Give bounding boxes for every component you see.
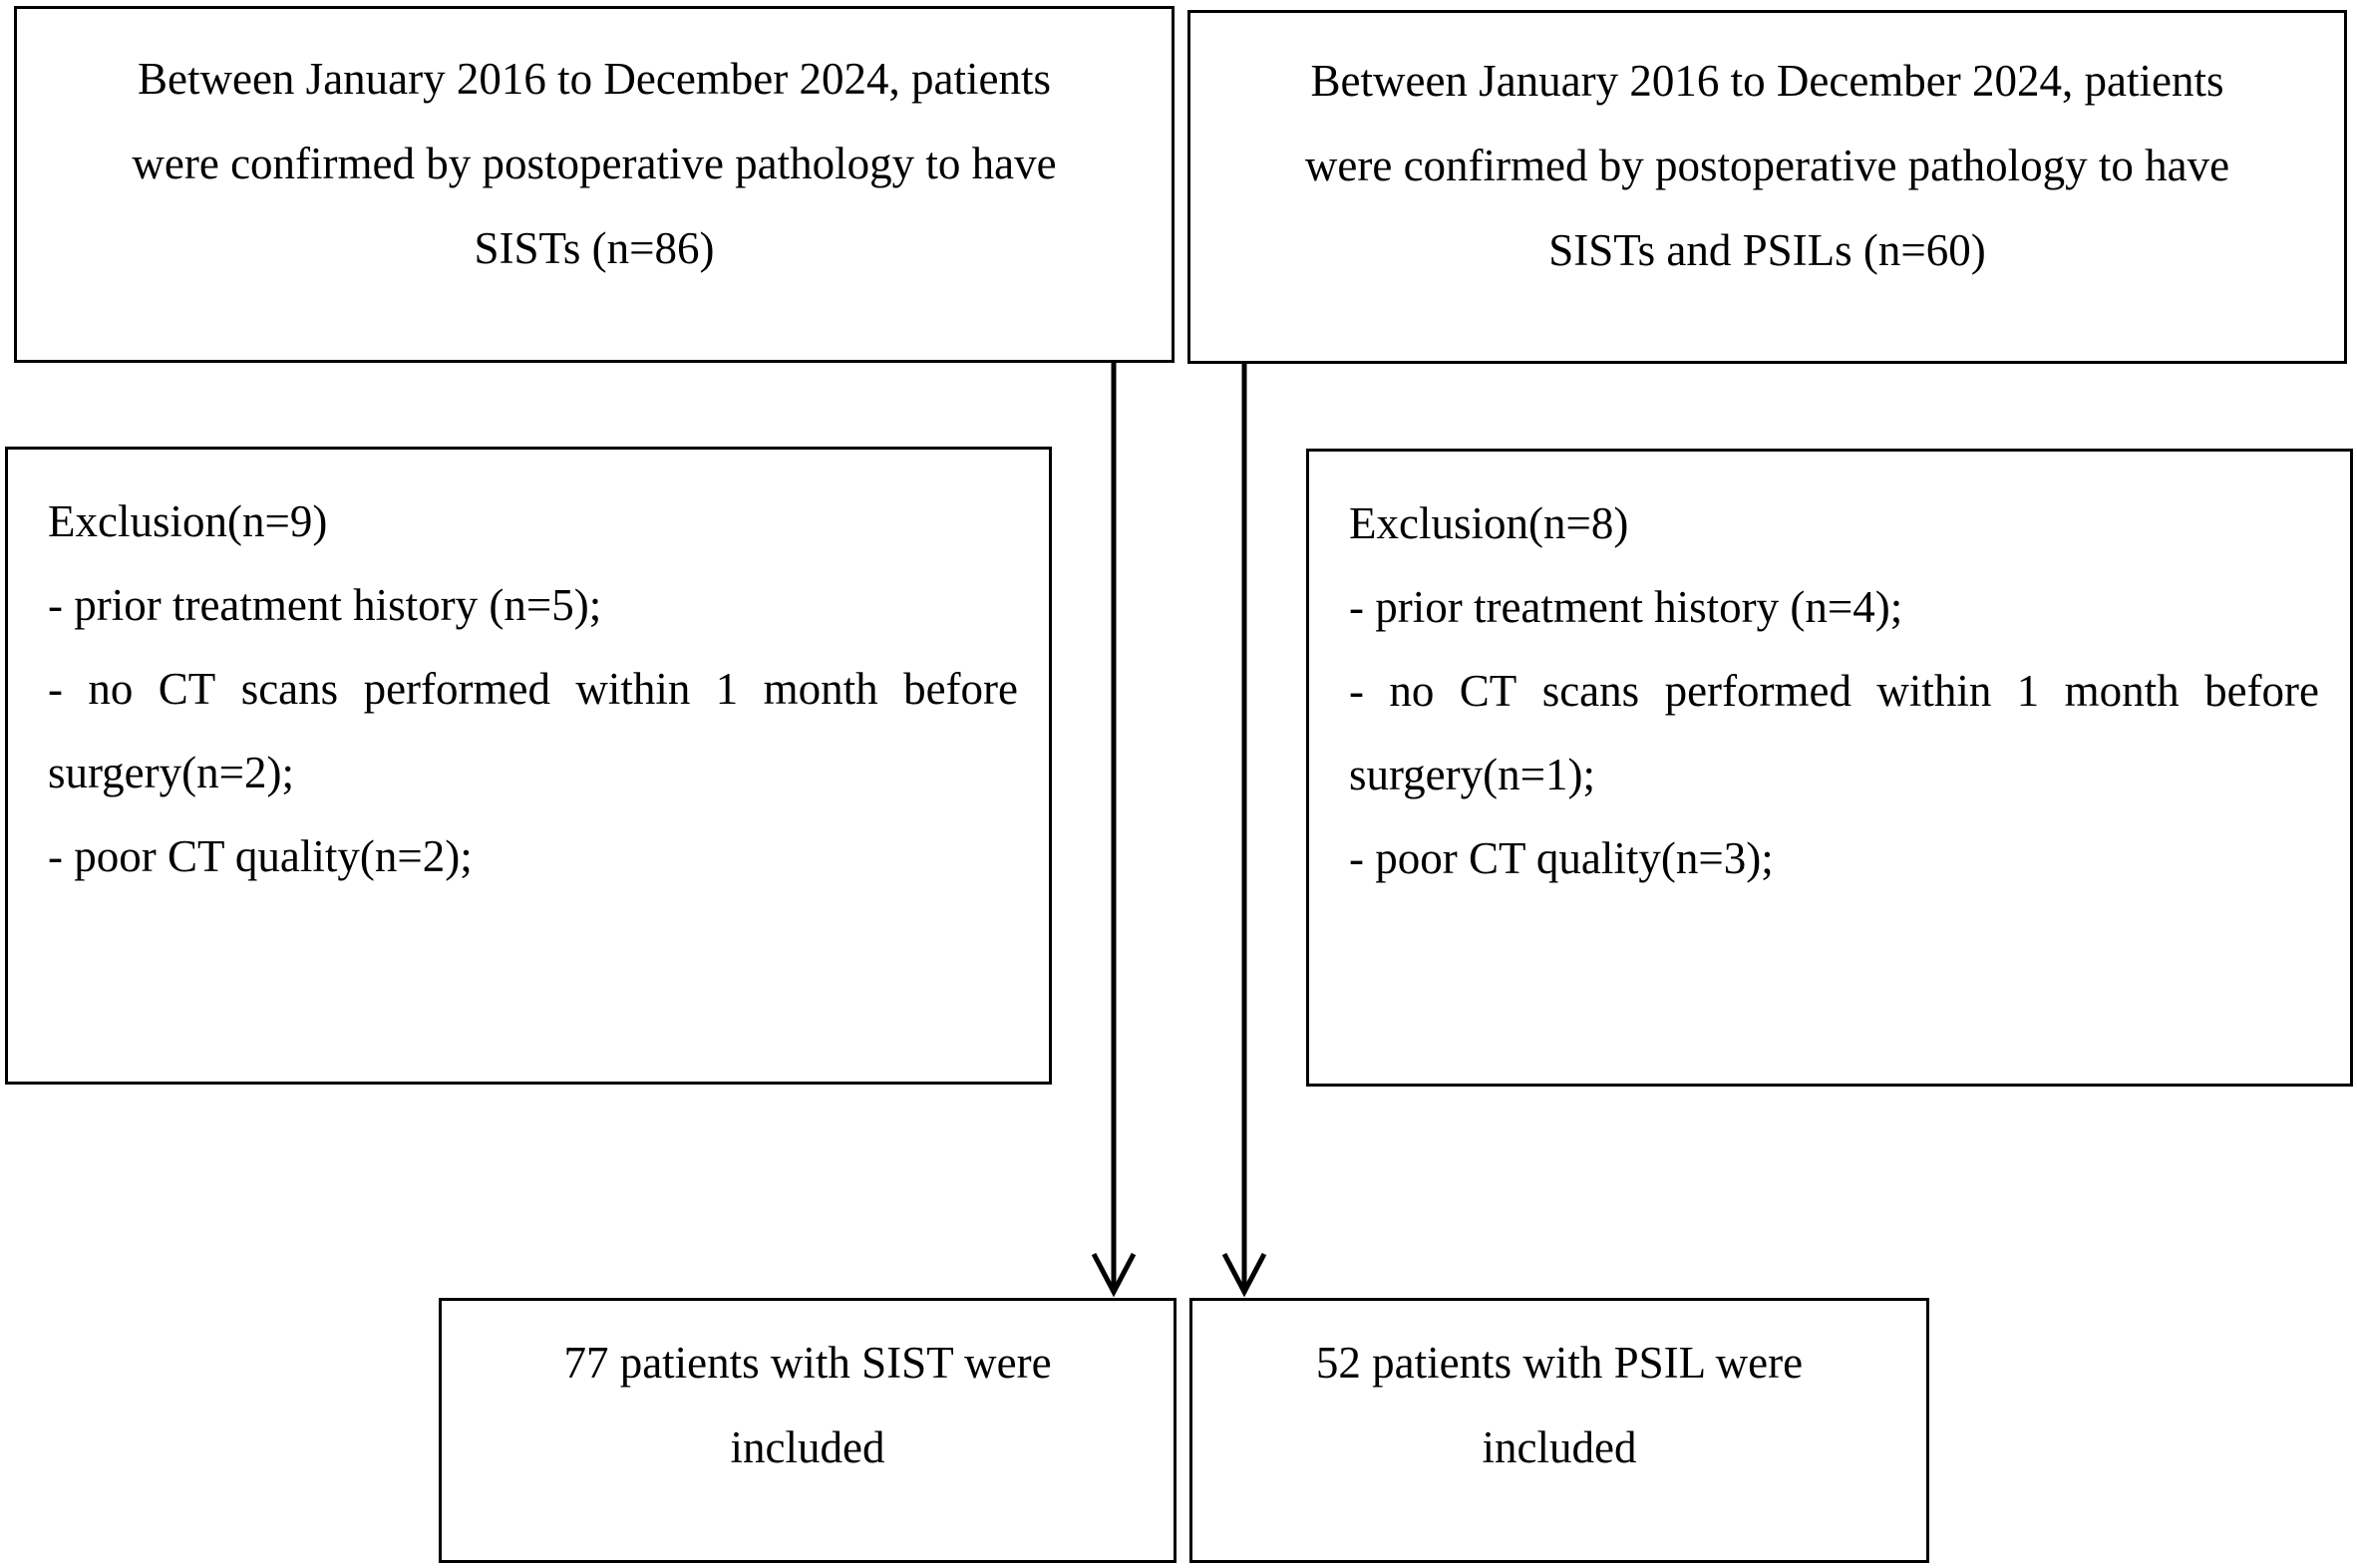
exclusion-box-left bbox=[5, 447, 1052, 1085]
source-line-3: SISTs (n=86) bbox=[474, 223, 715, 273]
source-box-sist bbox=[14, 6, 1175, 363]
exclusion-box-left-text bbox=[48, 479, 1018, 898]
exclusion-box-right bbox=[1306, 449, 2353, 1087]
result-box-psil-text bbox=[1192, 1321, 1926, 1490]
source-box-sist-text bbox=[17, 37, 1172, 291]
word: 1 bbox=[715, 664, 739, 714]
word: - bbox=[1349, 666, 1364, 716]
word: no bbox=[1389, 666, 1435, 716]
word: month bbox=[763, 664, 878, 714]
word: performed bbox=[1664, 666, 1852, 716]
word: before bbox=[2204, 666, 2319, 716]
exclusion-item-poor-ct: - poor CT quality(n=3); bbox=[1349, 833, 1774, 883]
exclusion-box-right-text bbox=[1349, 481, 2319, 900]
word: no bbox=[88, 664, 134, 714]
exclusion-item-no-ct bbox=[1349, 649, 2319, 734]
source-line-2: were confirmed by postoperative pathology to have bbox=[1304, 141, 2230, 190]
word: performed bbox=[363, 664, 550, 714]
source-box-sist-psil-text bbox=[1190, 39, 2344, 293]
word: 1 bbox=[2016, 666, 2040, 716]
exclusion-heading: Exclusion(n=9) bbox=[48, 496, 328, 546]
exclusion-item-no-ct bbox=[48, 647, 1018, 732]
exclusion-item-prior-treatment: - prior treatment history (n=5); bbox=[48, 580, 602, 630]
word: scans bbox=[1541, 666, 1640, 716]
exclusion-item-no-ct-cont: surgery(n=2); bbox=[48, 748, 294, 797]
arrow-left bbox=[1094, 363, 1134, 1292]
source-line-2: were confirmed by postoperative pathology to have bbox=[132, 139, 1057, 188]
word: within bbox=[1876, 666, 1992, 716]
word: month bbox=[2064, 666, 2180, 716]
result-line-1: 52 patients with PSIL were bbox=[1315, 1338, 1804, 1388]
word: CT bbox=[158, 664, 216, 714]
source-box-sist-psil bbox=[1187, 10, 2347, 364]
word: CT bbox=[1459, 666, 1517, 716]
source-line-1: Between January 2016 to December 2024, patients bbox=[1310, 56, 2224, 106]
arrow-right bbox=[1224, 364, 1264, 1292]
word: - bbox=[48, 664, 63, 714]
exclusion-item-prior-treatment: - prior treatment history (n=4); bbox=[1349, 582, 1903, 632]
exclusion-item-no-ct-cont: surgery(n=1); bbox=[1349, 750, 1595, 799]
exclusion-heading: Exclusion(n=8) bbox=[1349, 498, 1629, 548]
result-line-2: included bbox=[1482, 1422, 1637, 1472]
source-line-3: SISTs and PSILs (n=60) bbox=[1548, 225, 1986, 275]
word: before bbox=[903, 664, 1018, 714]
result-box-sist-text bbox=[442, 1321, 1174, 1490]
result-box-psil bbox=[1189, 1298, 1929, 1563]
result-box-sist bbox=[439, 1298, 1177, 1563]
source-line-1: Between January 2016 to December 2024, patients bbox=[138, 54, 1051, 104]
word: scans bbox=[240, 664, 339, 714]
exclusion-item-poor-ct: - poor CT quality(n=2); bbox=[48, 831, 473, 881]
word: within bbox=[575, 664, 691, 714]
result-line-2: included bbox=[730, 1422, 885, 1472]
result-line-1: 77 patients with SIST were bbox=[563, 1338, 1052, 1388]
